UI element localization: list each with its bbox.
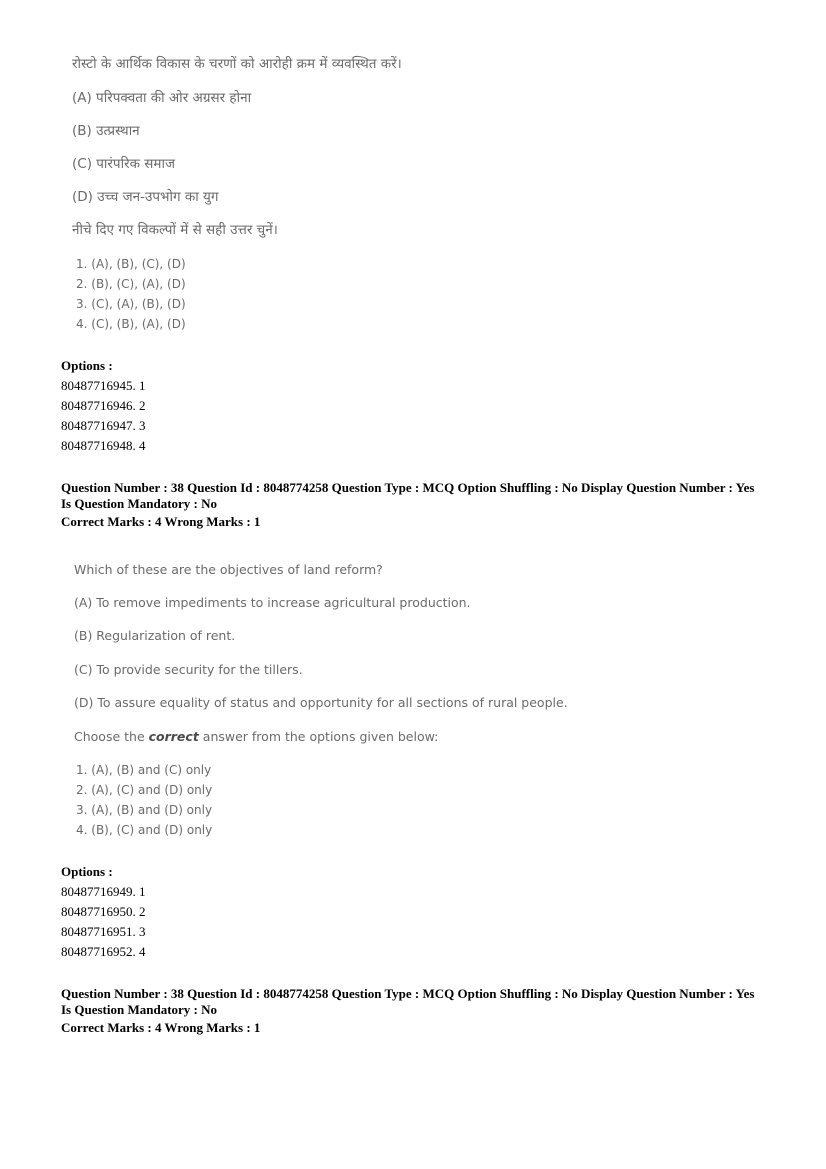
instruction-text: नीचे दिए गए विकल्पों में से सही उत्तर चुनें। xyxy=(72,222,278,238)
statement-d: (D) To assure equality of status and opportunity for all sections of rural people. xyxy=(74,695,568,710)
question-image-hindi xyxy=(0,0,826,340)
choice-1: 1. (A), (B), (C), (D) xyxy=(76,257,186,271)
choice-3: 3. (A), (B) and (D) only xyxy=(76,803,213,817)
options-block xyxy=(61,358,361,458)
choice-2: 2. (B), (C), (A), (D) xyxy=(76,277,186,291)
options-block xyxy=(61,864,361,964)
choice-4: 4. (B), (C) and (D) only xyxy=(76,823,213,837)
statement-d: (D) उच्च जन-उपभोग का युग xyxy=(72,189,219,205)
statement-b: (B) Regularization of rent. xyxy=(74,628,236,643)
instruction-text xyxy=(74,729,438,744)
choice-2: 2. (A), (C) and (D) only xyxy=(76,783,213,797)
question-meta xyxy=(61,480,781,530)
question-meta xyxy=(61,986,781,1036)
option-item: 80487716950. 2 xyxy=(61,904,146,919)
question-stem: Which of these are the objectives of land reform? xyxy=(74,562,383,577)
choice-1: 1. (A), (B) and (C) only xyxy=(76,763,212,777)
instruction-prefix: Choose the xyxy=(74,729,149,744)
statement-a: (A) परिपक्वता की ओर अग्रसर होना xyxy=(72,90,252,106)
choice-4: 4. (C), (B), (A), (D) xyxy=(76,317,186,331)
option-item: 80487716952. 4 xyxy=(61,944,146,959)
question-marks: Correct Marks : 4 Wrong Marks : 1 xyxy=(61,514,261,529)
option-item: 80487716947. 3 xyxy=(61,418,146,433)
question-stem: रोस्टो के आर्थिक विकास के चरणों को आरोही क्रम में व्यवस्थित करें। xyxy=(72,56,402,72)
option-item: 80487716946. 2 xyxy=(61,398,146,413)
statement-a: (A) To remove impediments to increase agricultural production. xyxy=(74,595,471,610)
options-heading: Options : xyxy=(61,358,113,373)
question-meta-line: Question Number : 38 Question Id : 8048774258 Question Type : MCQ Option Shuffling : No Display Question Number : Yes xyxy=(61,986,755,1001)
option-item: 80487716945. 1 xyxy=(61,378,146,393)
statement-b: (B) उत्प्रस्थान xyxy=(72,123,140,139)
statement-c: (C) पारंपरिक समाज xyxy=(72,156,175,172)
question-meta-line: Question Number : 38 Question Id : 8048774258 Question Type : MCQ Option Shuffling : No Display Question Number : Yes xyxy=(61,480,755,495)
statement-c: (C) To provide security for the tillers. xyxy=(74,662,303,677)
question-image-english xyxy=(0,555,826,845)
option-item: 80487716948. 4 xyxy=(61,438,146,453)
option-item: 80487716951. 3 xyxy=(61,924,146,939)
question-mandatory: Is Question Mandatory : No xyxy=(61,1002,218,1017)
choice-3: 3. (C), (A), (B), (D) xyxy=(76,297,186,311)
instruction-suffix: answer from the options given below: xyxy=(198,729,439,744)
options-heading: Options : xyxy=(61,864,113,879)
question-marks: Correct Marks : 4 Wrong Marks : 1 xyxy=(61,1020,261,1035)
instruction-emphasis: correct xyxy=(148,729,199,744)
question-mandatory: Is Question Mandatory : No xyxy=(61,496,218,511)
option-item: 80487716949. 1 xyxy=(61,884,146,899)
